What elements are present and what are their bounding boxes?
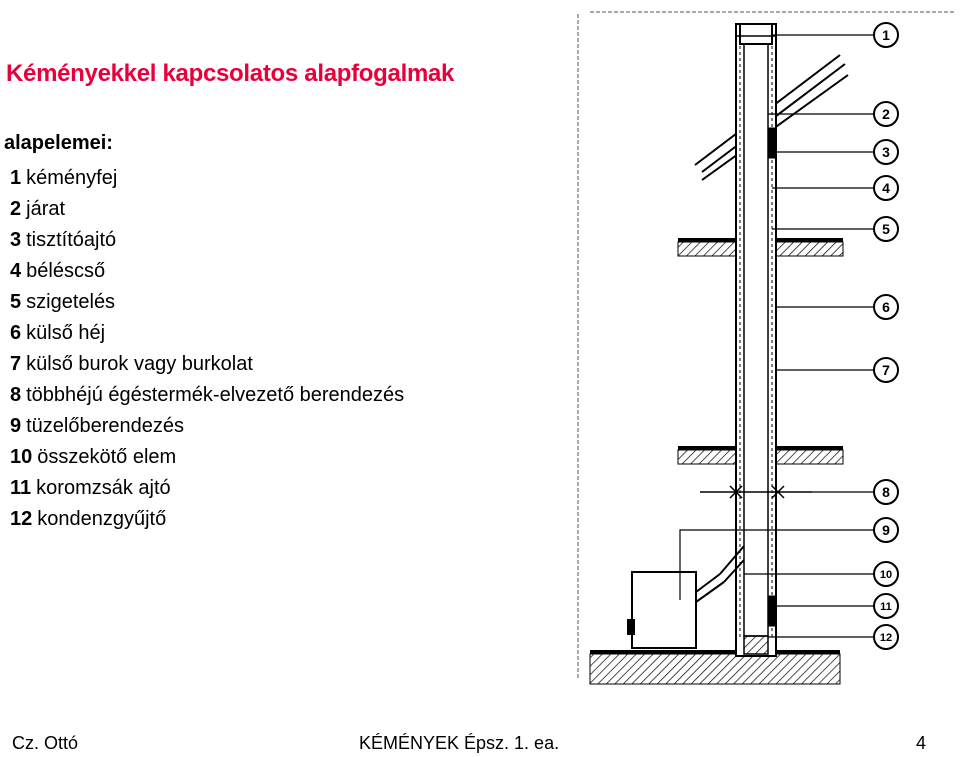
callout-label: 3 [882,144,890,160]
list-item [10,164,404,195]
callout-label: 11 [880,601,892,613]
item-number: 5 [10,291,22,313]
item-label: tüzelőberendezés [26,415,185,437]
list-item [10,257,404,288]
list-item [10,319,404,350]
callout-label: 9 [882,522,890,538]
page-number: 4 [916,733,927,753]
component-list [10,164,404,536]
chimney-diagram [570,0,960,705]
item-number: 6 [10,322,22,344]
list-item [10,505,404,536]
item-label: összekötő elem [37,446,177,468]
callout-label: 4 [882,180,890,196]
item-number: 1 [10,167,22,189]
callout-label: 6 [882,299,890,315]
item-number: 4 [10,260,22,282]
item-label: szigetelés [26,291,116,313]
item-number: 11 [10,477,32,499]
item-number: 10 [10,446,33,468]
item-number: 9 [10,415,22,437]
list-item [10,412,404,443]
list-item [10,350,404,381]
ground [590,650,840,684]
footer-author: Cz. Ottó [12,733,79,753]
page-title: Kéményekkel kapcsolatos alapfogalmak [6,60,455,87]
callout-label: 5 [882,221,890,237]
callout-label: 8 [882,484,890,500]
item-label: külső héj [26,322,106,344]
item-number: 7 [10,353,22,375]
item-label: béléscső [26,260,106,282]
item-label: kondenzgyűjtő [37,508,167,530]
heater [628,546,744,648]
item-label: járat [26,198,66,220]
item-number: 2 [10,198,22,220]
callout-label: 12 [879,632,893,644]
item-number: 12 [10,508,33,530]
list-item [10,195,404,226]
item-label: kéményfej [26,167,118,189]
list-item [10,288,404,319]
list-item [10,226,404,257]
callouts [874,23,898,649]
footer-course: KÉMÉNYEK Épsz. 1. ea. [359,733,560,753]
item-number: 3 [10,229,22,251]
list-item [10,474,404,505]
callout-label: 7 [882,362,890,378]
callout-label: 10 [879,569,893,581]
list-item [10,381,404,412]
callout-label: 2 [882,106,890,122]
list-item [10,443,404,474]
callout-label: 1 [882,27,890,43]
item-number: 8 [10,384,22,406]
subtitle: alapelemei: [4,132,113,154]
item-label: külső burok vagy burkolat [26,353,253,375]
item-label: koromzsák ajtó [36,477,171,499]
item-label: többhéjú égéstermék-elvezető berendezés [26,384,405,406]
item-label: tisztítóajtó [26,229,117,251]
